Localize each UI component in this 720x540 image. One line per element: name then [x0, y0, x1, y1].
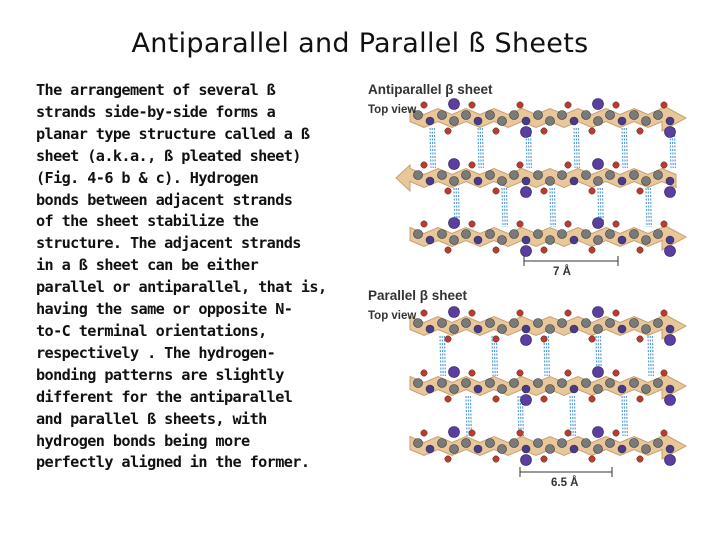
hydrogen-bond	[478, 128, 479, 168]
r-group-atom	[593, 367, 604, 378]
carbon-atom	[486, 439, 495, 448]
carbon-atom	[486, 379, 495, 388]
carbon-atom	[450, 385, 459, 394]
carbon-atom	[546, 445, 555, 454]
carbon-atom	[534, 171, 543, 180]
carbon-atom	[582, 111, 591, 120]
body-line: sheet (a.k.a., ß pleated sheet)	[36, 146, 301, 165]
carbon-atom	[510, 379, 519, 388]
hydrogen-bond	[622, 128, 623, 168]
body-line: in a ß sheet can be either	[36, 256, 259, 275]
oxygen-atom	[445, 128, 451, 134]
carbon-atom	[414, 230, 423, 239]
carbon-atom	[642, 325, 651, 334]
carbon-atom	[498, 177, 507, 186]
oxygen-atom	[565, 310, 571, 316]
carbon-atom	[594, 445, 603, 454]
carbon-atom	[510, 439, 519, 448]
oxygen-atom	[661, 102, 667, 108]
oxygen-atom	[517, 370, 523, 376]
carbon-atom	[654, 379, 663, 388]
carbon-atom	[486, 319, 495, 328]
body-line: The arrangement of several ß	[36, 81, 276, 99]
hydrogen-bond	[624, 396, 625, 436]
oxygen-atom	[421, 162, 427, 168]
carbon-atom	[510, 230, 519, 239]
carbon-atom	[462, 171, 471, 180]
carbon-atom	[594, 236, 603, 245]
r-group-atom	[449, 99, 460, 110]
oxygen-atom	[469, 102, 475, 108]
nitrogen-atom	[522, 236, 530, 244]
oxygen-atom	[469, 221, 475, 227]
nitrogen-atom	[666, 117, 674, 125]
hydrogen-bond	[572, 396, 573, 436]
carbon-atom	[414, 439, 423, 448]
carbon-atom	[582, 230, 591, 239]
hydrogen-bond	[502, 188, 503, 227]
carbon-atom	[594, 385, 603, 394]
oxygen-atom	[493, 336, 499, 342]
carbon-atom	[606, 439, 615, 448]
carbon-atom	[450, 236, 459, 245]
oxygen-atom	[565, 162, 571, 168]
carbon-atom	[462, 379, 471, 388]
body-line: hydrogen bonds being more	[36, 431, 250, 450]
body-line: of the sheet stabilize the	[36, 212, 259, 231]
carbon-atom	[498, 236, 507, 245]
oxygen-atom	[517, 310, 523, 316]
carbon-atom	[606, 379, 615, 388]
carbon-atom	[486, 111, 495, 120]
carbon-atom	[558, 230, 567, 239]
hydrogen-bond	[432, 128, 433, 168]
hydrogen-bond	[650, 188, 651, 227]
oxygen-atom	[589, 128, 595, 134]
carbon-atom	[534, 319, 543, 328]
hydrogen-bond	[624, 128, 625, 168]
carbon-atom	[642, 117, 651, 126]
carbon-atom	[630, 379, 639, 388]
hydrogen-bond	[546, 336, 547, 376]
oxygen-atom	[445, 396, 451, 402]
antiparallel-title: Antiparallel β sheet	[368, 82, 493, 97]
oxygen-atom	[445, 188, 451, 194]
oxygen-atom	[589, 396, 595, 402]
oxygen-atom	[565, 430, 571, 436]
carbon-atom	[510, 111, 519, 120]
nitrogen-atom	[522, 325, 530, 333]
parallel-spacing-label: 6.5 Å	[551, 477, 579, 489]
nitrogen-atom	[618, 236, 626, 244]
carbon-atom	[630, 111, 639, 120]
carbon-atom	[558, 111, 567, 120]
carbon-atom	[438, 230, 447, 239]
oxygen-atom	[589, 188, 595, 194]
carbon-atom	[654, 230, 663, 239]
oxygen-atom	[541, 456, 547, 462]
carbon-atom	[642, 177, 651, 186]
hydrogen-bond	[650, 336, 651, 376]
oxygen-atom	[637, 247, 643, 253]
oxygen-atom	[637, 188, 643, 194]
r-group-atom	[521, 395, 532, 406]
body-line: and parallel ß sheets, with	[36, 409, 267, 428]
r-group-atom	[521, 187, 532, 198]
oxygen-atom	[493, 396, 499, 402]
carbon-atom	[630, 439, 639, 448]
carbon-atom	[534, 379, 543, 388]
carbon-atom	[558, 379, 567, 388]
r-group-atom	[665, 127, 676, 138]
hydrogen-bond	[548, 336, 549, 376]
r-group-atom	[665, 395, 676, 406]
oxygen-atom	[565, 370, 571, 376]
r-group-atom	[593, 99, 604, 110]
r-group-atom	[665, 455, 676, 466]
r-group-atom	[593, 307, 604, 318]
r-group-atom	[665, 246, 676, 257]
oxygen-atom	[493, 128, 499, 134]
oxygen-atom	[661, 310, 667, 316]
nitrogen-atom	[426, 445, 434, 453]
nitrogen-atom	[426, 236, 434, 244]
nitrogen-atom	[426, 117, 434, 125]
carbon-atom	[510, 171, 519, 180]
oxygen-atom	[661, 370, 667, 376]
carbon-atom	[438, 439, 447, 448]
r-group-atom	[449, 307, 460, 318]
parallel-view-label: Top view	[368, 310, 417, 322]
carbon-atom	[558, 319, 567, 328]
oxygen-atom	[589, 456, 595, 462]
carbon-atom	[546, 117, 555, 126]
oxygen-atom	[517, 102, 523, 108]
body-line: bonds between adjacent strands	[36, 190, 293, 209]
body-line: parallel or antiparallel, that is,	[36, 278, 327, 297]
r-group-atom	[593, 218, 604, 229]
r-group-atom	[521, 127, 532, 138]
carbon-atom	[582, 319, 591, 328]
r-group-atom	[449, 367, 460, 378]
oxygen-atom	[613, 102, 619, 108]
oxygen-atom	[517, 162, 523, 168]
nitrogen-atom	[522, 177, 530, 185]
hydrogen-bond	[570, 396, 571, 436]
r-group-atom	[449, 218, 460, 229]
oxygen-atom	[637, 128, 643, 134]
nitrogen-atom	[666, 325, 674, 333]
carbon-atom	[534, 230, 543, 239]
carbon-atom	[450, 445, 459, 454]
hydrogen-bond	[622, 396, 623, 436]
hydrogen-bond	[434, 128, 435, 168]
carbon-atom	[606, 230, 615, 239]
carbon-atom	[558, 171, 567, 180]
carbon-atom	[642, 445, 651, 454]
carbon-atom	[630, 171, 639, 180]
nitrogen-atom	[570, 117, 578, 125]
hydrogen-bond	[652, 336, 653, 376]
nitrogen-atom	[618, 117, 626, 125]
oxygen-atom	[493, 188, 499, 194]
carbon-atom	[558, 439, 567, 448]
carbon-atom	[642, 385, 651, 394]
carbon-atom	[486, 171, 495, 180]
oxygen-atom	[541, 128, 547, 134]
oxygen-atom	[517, 430, 523, 436]
carbon-atom	[594, 325, 603, 334]
hydrogen-bond	[506, 188, 507, 227]
hydrogen-bond	[440, 336, 441, 376]
carbon-atom	[642, 236, 651, 245]
nitrogen-atom	[570, 445, 578, 453]
hydrogen-bond	[466, 396, 467, 436]
body-line: planar type structure called a ß	[36, 124, 310, 143]
oxygen-atom	[421, 430, 427, 436]
hydrogen-bond	[574, 128, 575, 168]
oxygen-atom	[469, 430, 475, 436]
hydrogen-bond	[430, 128, 431, 168]
body-line: (Fig. 4-6 b & c). Hydrogen	[36, 168, 259, 187]
oxygen-atom	[613, 310, 619, 316]
hydrogen-bond	[576, 128, 577, 168]
hydrogen-bond	[552, 188, 553, 227]
oxygen-atom	[469, 370, 475, 376]
r-group-atom	[593, 427, 604, 438]
hydrogen-bond	[504, 188, 505, 227]
oxygen-atom	[661, 221, 667, 227]
oxygen-atom	[421, 370, 427, 376]
nitrogen-atom	[570, 385, 578, 393]
oxygen-atom	[637, 456, 643, 462]
oxygen-atom	[445, 336, 451, 342]
hydrogen-bond	[550, 188, 551, 227]
oxygen-atom	[541, 396, 547, 402]
carbon-atom	[438, 319, 447, 328]
oxygen-atom	[613, 370, 619, 376]
carbon-atom	[462, 439, 471, 448]
oxygen-atom	[421, 221, 427, 227]
carbon-atom	[450, 177, 459, 186]
r-group-atom	[521, 335, 532, 346]
carbon-atom	[498, 385, 507, 394]
oxygen-atom	[613, 221, 619, 227]
hydrogen-bond	[444, 336, 445, 376]
oxygen-atom	[445, 456, 451, 462]
nitrogen-atom	[618, 177, 626, 185]
hydrogen-bond	[468, 396, 469, 436]
carbon-atom	[546, 385, 555, 394]
r-group-atom	[665, 187, 676, 198]
nitrogen-atom	[522, 117, 530, 125]
hydrogen-bond	[626, 128, 627, 168]
carbon-atom	[450, 325, 459, 334]
carbon-atom	[450, 117, 459, 126]
oxygen-atom	[565, 221, 571, 227]
carbon-atom	[606, 171, 615, 180]
oxygen-atom	[445, 247, 451, 253]
carbon-atom	[606, 319, 615, 328]
oxygen-atom	[493, 456, 499, 462]
carbon-atom	[462, 111, 471, 120]
nitrogen-atom	[474, 117, 482, 125]
hydrogen-bond	[648, 336, 649, 376]
nitrogen-atom	[666, 445, 674, 453]
oxygen-atom	[637, 336, 643, 342]
carbon-atom	[594, 177, 603, 186]
nitrogen-atom	[618, 445, 626, 453]
oxygen-atom	[661, 430, 667, 436]
r-group-atom	[665, 335, 676, 346]
hydrogen-bond	[648, 188, 649, 227]
parallel-title: Parallel β sheet	[368, 288, 468, 303]
body-line: bonding patterns are slightly	[36, 365, 284, 384]
body-line: respectively . The hydrogen-	[36, 343, 276, 362]
carbon-atom	[498, 117, 507, 126]
carbon-atom	[546, 236, 555, 245]
body-line: having the same or opposite N-	[36, 300, 293, 319]
carbon-atom	[606, 111, 615, 120]
carbon-atom	[630, 230, 639, 239]
carbon-atom	[510, 319, 519, 328]
oxygen-atom	[517, 221, 523, 227]
oxygen-atom	[493, 247, 499, 253]
oxygen-atom	[421, 310, 427, 316]
nitrogen-atom	[474, 445, 482, 453]
nitrogen-atom	[426, 385, 434, 393]
oxygen-atom	[541, 336, 547, 342]
nitrogen-atom	[570, 236, 578, 244]
carbon-atom	[462, 319, 471, 328]
carbon-atom	[630, 319, 639, 328]
carbon-atom	[438, 171, 447, 180]
carbon-atom	[594, 117, 603, 126]
body-line: to-C terminal orientations,	[36, 321, 267, 340]
carbon-atom	[534, 111, 543, 120]
nitrogen-atom	[618, 325, 626, 333]
carbon-atom	[486, 230, 495, 239]
nitrogen-atom	[666, 177, 674, 185]
nitrogen-atom	[666, 236, 674, 244]
body-line: structure. The adjacent strands	[36, 234, 301, 253]
r-group-atom	[521, 455, 532, 466]
hydrogen-bond	[480, 128, 481, 168]
carbon-atom	[654, 171, 663, 180]
oxygen-atom	[469, 162, 475, 168]
r-group-atom	[449, 159, 460, 170]
oxygen-atom	[469, 310, 475, 316]
body-line: perfectly aligned in the former.	[36, 453, 310, 472]
body-line: different for the antiparallel	[36, 387, 293, 406]
nitrogen-atom	[570, 325, 578, 333]
hydrogen-bond	[442, 336, 443, 376]
nitrogen-atom	[474, 385, 482, 393]
antiparallel-view-label: Top view	[368, 104, 417, 116]
oxygen-atom	[613, 430, 619, 436]
carbon-atom	[462, 230, 471, 239]
carbon-atom	[582, 379, 591, 388]
slide-title: Antiparallel and Parallel ß Sheets	[131, 28, 589, 59]
carbon-atom	[534, 439, 543, 448]
hydrogen-bond	[574, 396, 575, 436]
nitrogen-atom	[570, 177, 578, 185]
oxygen-atom	[661, 162, 667, 168]
nitrogen-atom	[474, 325, 482, 333]
oxygen-atom	[541, 188, 547, 194]
oxygen-atom	[565, 102, 571, 108]
carbon-atom	[654, 439, 663, 448]
oxygen-atom	[421, 102, 427, 108]
hydrogen-bond	[554, 188, 555, 227]
nitrogen-atom	[426, 177, 434, 185]
oxygen-atom	[637, 396, 643, 402]
carbon-atom	[654, 111, 663, 120]
carbon-atom	[414, 171, 423, 180]
r-group-atom	[593, 159, 604, 170]
nitrogen-atom	[522, 385, 530, 393]
nitrogen-atom	[522, 445, 530, 453]
carbon-atom	[582, 171, 591, 180]
oxygen-atom	[541, 247, 547, 253]
hydrogen-bond	[646, 188, 647, 227]
r-group-atom	[449, 427, 460, 438]
carbon-atom	[546, 177, 555, 186]
oxygen-atom	[589, 336, 595, 342]
hydrogen-bond	[482, 128, 483, 168]
carbon-atom	[582, 439, 591, 448]
carbon-atom	[438, 111, 447, 120]
body-line: strands side-by-side forms a	[36, 102, 276, 121]
carbon-atom	[654, 319, 663, 328]
hydrogen-bond	[578, 128, 579, 168]
r-group-atom	[521, 246, 532, 257]
carbon-atom	[414, 379, 423, 388]
carbon-atom	[546, 325, 555, 334]
oxygen-atom	[613, 162, 619, 168]
nitrogen-atom	[474, 236, 482, 244]
carbon-atom	[438, 379, 447, 388]
nitrogen-atom	[426, 325, 434, 333]
nitrogen-atom	[666, 385, 674, 393]
carbon-atom	[498, 325, 507, 334]
oxygen-atom	[589, 247, 595, 253]
nitrogen-atom	[618, 385, 626, 393]
hydrogen-bond	[626, 396, 627, 436]
hydrogen-bond	[492, 336, 493, 376]
antiparallel-spacing-label: 7 Å	[553, 266, 571, 278]
nitrogen-atom	[474, 177, 482, 185]
carbon-atom	[498, 445, 507, 454]
